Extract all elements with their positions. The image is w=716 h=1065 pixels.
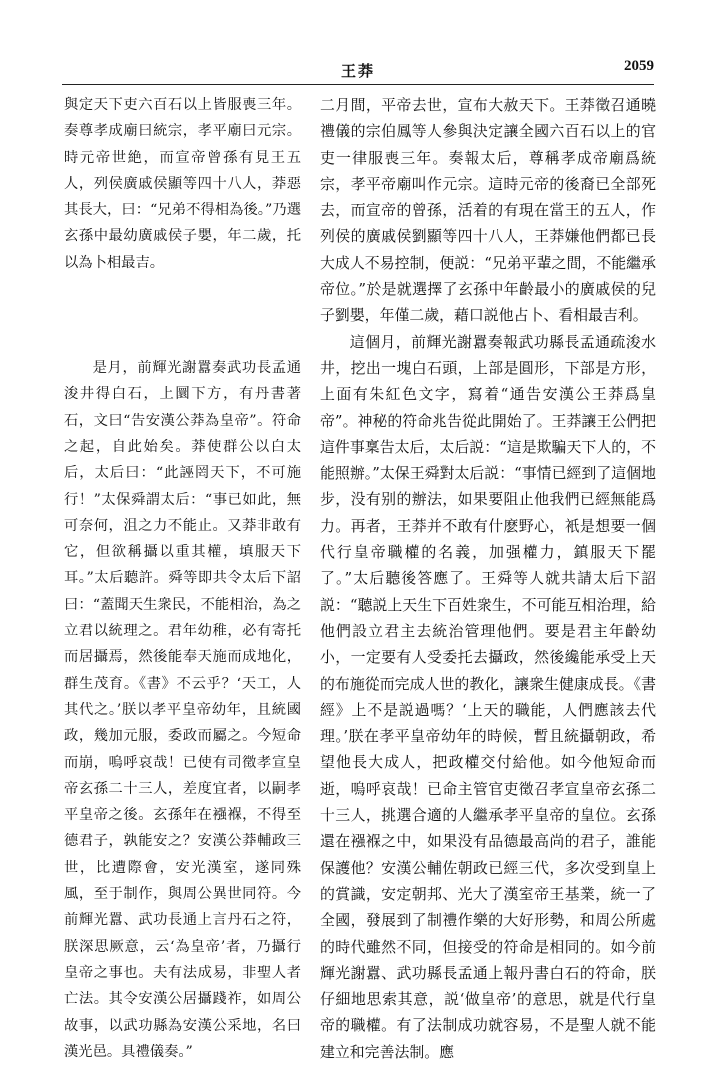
translation-paragraph-1: 二月間，平帝去世，宣布大赦天下。王莽徵召通曉禮儀的宗伯鳳等人參與決定讓全國六百石以上的官吏一律服喪三年。奏報太后，尊稱孝成帝廟爲統宗，孝平帝廟叫作元宗。這時元帝的後裔已全部死去，而宣帝的曾孫，活着的有現在當王的五人，作列侯的廣戚侯劉顯等四十八人，王莽嫌他們都已長大成人不易控制，便説：“兄弟平輩之間，不能繼承帝位。”於是就選擇了玄孫中年齡最小的廣戚侯的兒子劉嬰，年僅二歲，藉口説他占卜、看相最吉利。: [320, 96, 656, 325]
translation-paragraph-2: 這個月，前輝光謝囂奏報武功縣長孟通疏浚水井，挖出一塊白石頭，上部是圓形，下部是方形，上面有朱紅色文字，寫着“通告安漢公王莽爲皇帝”。神秘的符命兆告從此開始了。王莽讓王公們把這件事稟告太后，太后説：“這是欺騙天下人的，不能照辦。”太保王舜對太后説：“事情已經到了這個地步，没有别的辦法，如果要阻止他我們已經無能爲力。再者，王莽并不敢有什麽野心，衹是想要一個代行皇帝職權的名義，加强權力，鎮服天下罷了。”太后聽後答應了。王舜等人就共請太后下詔説：“聽説上天生下百姓衆生，不可能互相治理，給他們設立君主去統治管理他們。要是君主年齡幼小，一定要有人受委托去攝政，然後纔能承受上天的布施從而完成人世的教化，讓衆生健康成長。《書經》上不是説過嗎？‘上天的職能，人們應該去代理。’朕在孝平皇帝幼年的時候，暫且統攝朝政，希望他長大成人，把政權交付給他。如今他短命而逝，嗚呼哀哉！已命主管官吏徵召孝宣皇帝玄孫二十三人，挑選合適的人繼承孝平皇帝的皇位。玄孫還在襁褓之中，如果没有品德最高尚的君子，誰能保護他？安漢公輔佐朝政已經三代，多次受到皇上的賞識，安定朝邦、光大了漢室帝王基業，統一了全國，發展到了制禮作樂的大好形勢，和周公所處的時代雖然不同，但接受的符命是相同的。如今前輝光謝囂、武功縣長孟通上報丹書白石的符命，朕仔細地思索其意，説‘做皇帝’的意思，就是代行皇帝的職權。有了法制成功就容易，不是聖人就不能建立和完善法制。應: [320, 332, 656, 1061]
classical-text-column: [64, 92, 301, 1065]
classical-paragraph-2: 是月，前輝光謝囂奏武功長孟通浚井得白石，上圜下方，有丹書著石，文曰“告安漢公莽為皇帝”。符命之起，自此始矣。莽使群公以白太后，太后曰：“此誣罔天下，不可施行！”太保舜謂太后：“事已如此，無可奈何，沮之力不能止。又莽非敢有它，但欲稱攝以重其權，填服天下耳。”太后聽許。舜等即共令太后下詔曰：“蓋聞天生衆民，不能相治，為之立君以統理之。君年幼稚，必有寄托而居攝焉，然後能奉天施而成地化，群生茂育。《書》不云乎？‘天工，人其代之。’朕以孝平皇帝幼年，且統國政，幾加元服，委政而屬之。今短命而崩，嗚呼哀哉！已使有司徵孝宣皇帝玄孫二十三人，差度宜者，以嗣孝平皇帝之後。玄孫年在襁褓，不得至德君子，孰能安之？安漢公莽輔政三世，比遭際會，安光漢室，遂同殊風，至于制作，與周公異世同符。今前輝光囂、武功長通上言丹石之符，朕深思厥意，云‘為皇帝’者，乃攝行皇帝之事也。夫有法成易，非聖人者亡法。其令安漢公居攝踐祚，如周公故事，以武功縣為安漢公采地，名曰漢光邑。具禮儀奏。”: [64, 360, 301, 1060]
header-rule: [62, 84, 654, 85]
translation-text-column: [320, 92, 656, 1065]
paragraph-gap: [64, 276, 301, 355]
classical-paragraph-1: 與定天下吏六百石以上皆服喪三年。奏尊孝成廟曰統宗，孝平廟曰元宗。時元帝世絶，而宣帝曾孫有見王五人，列侯廣戚侯顯等四十八人，莽惡其長大，曰：“兄弟不得相為後。”乃選玄孫中最幼廣戚侯子嬰，年二歲，托以為卜相最吉。: [64, 97, 301, 271]
running-head-title: 王莽: [340, 62, 375, 80]
page-number: 2059: [624, 58, 654, 74]
